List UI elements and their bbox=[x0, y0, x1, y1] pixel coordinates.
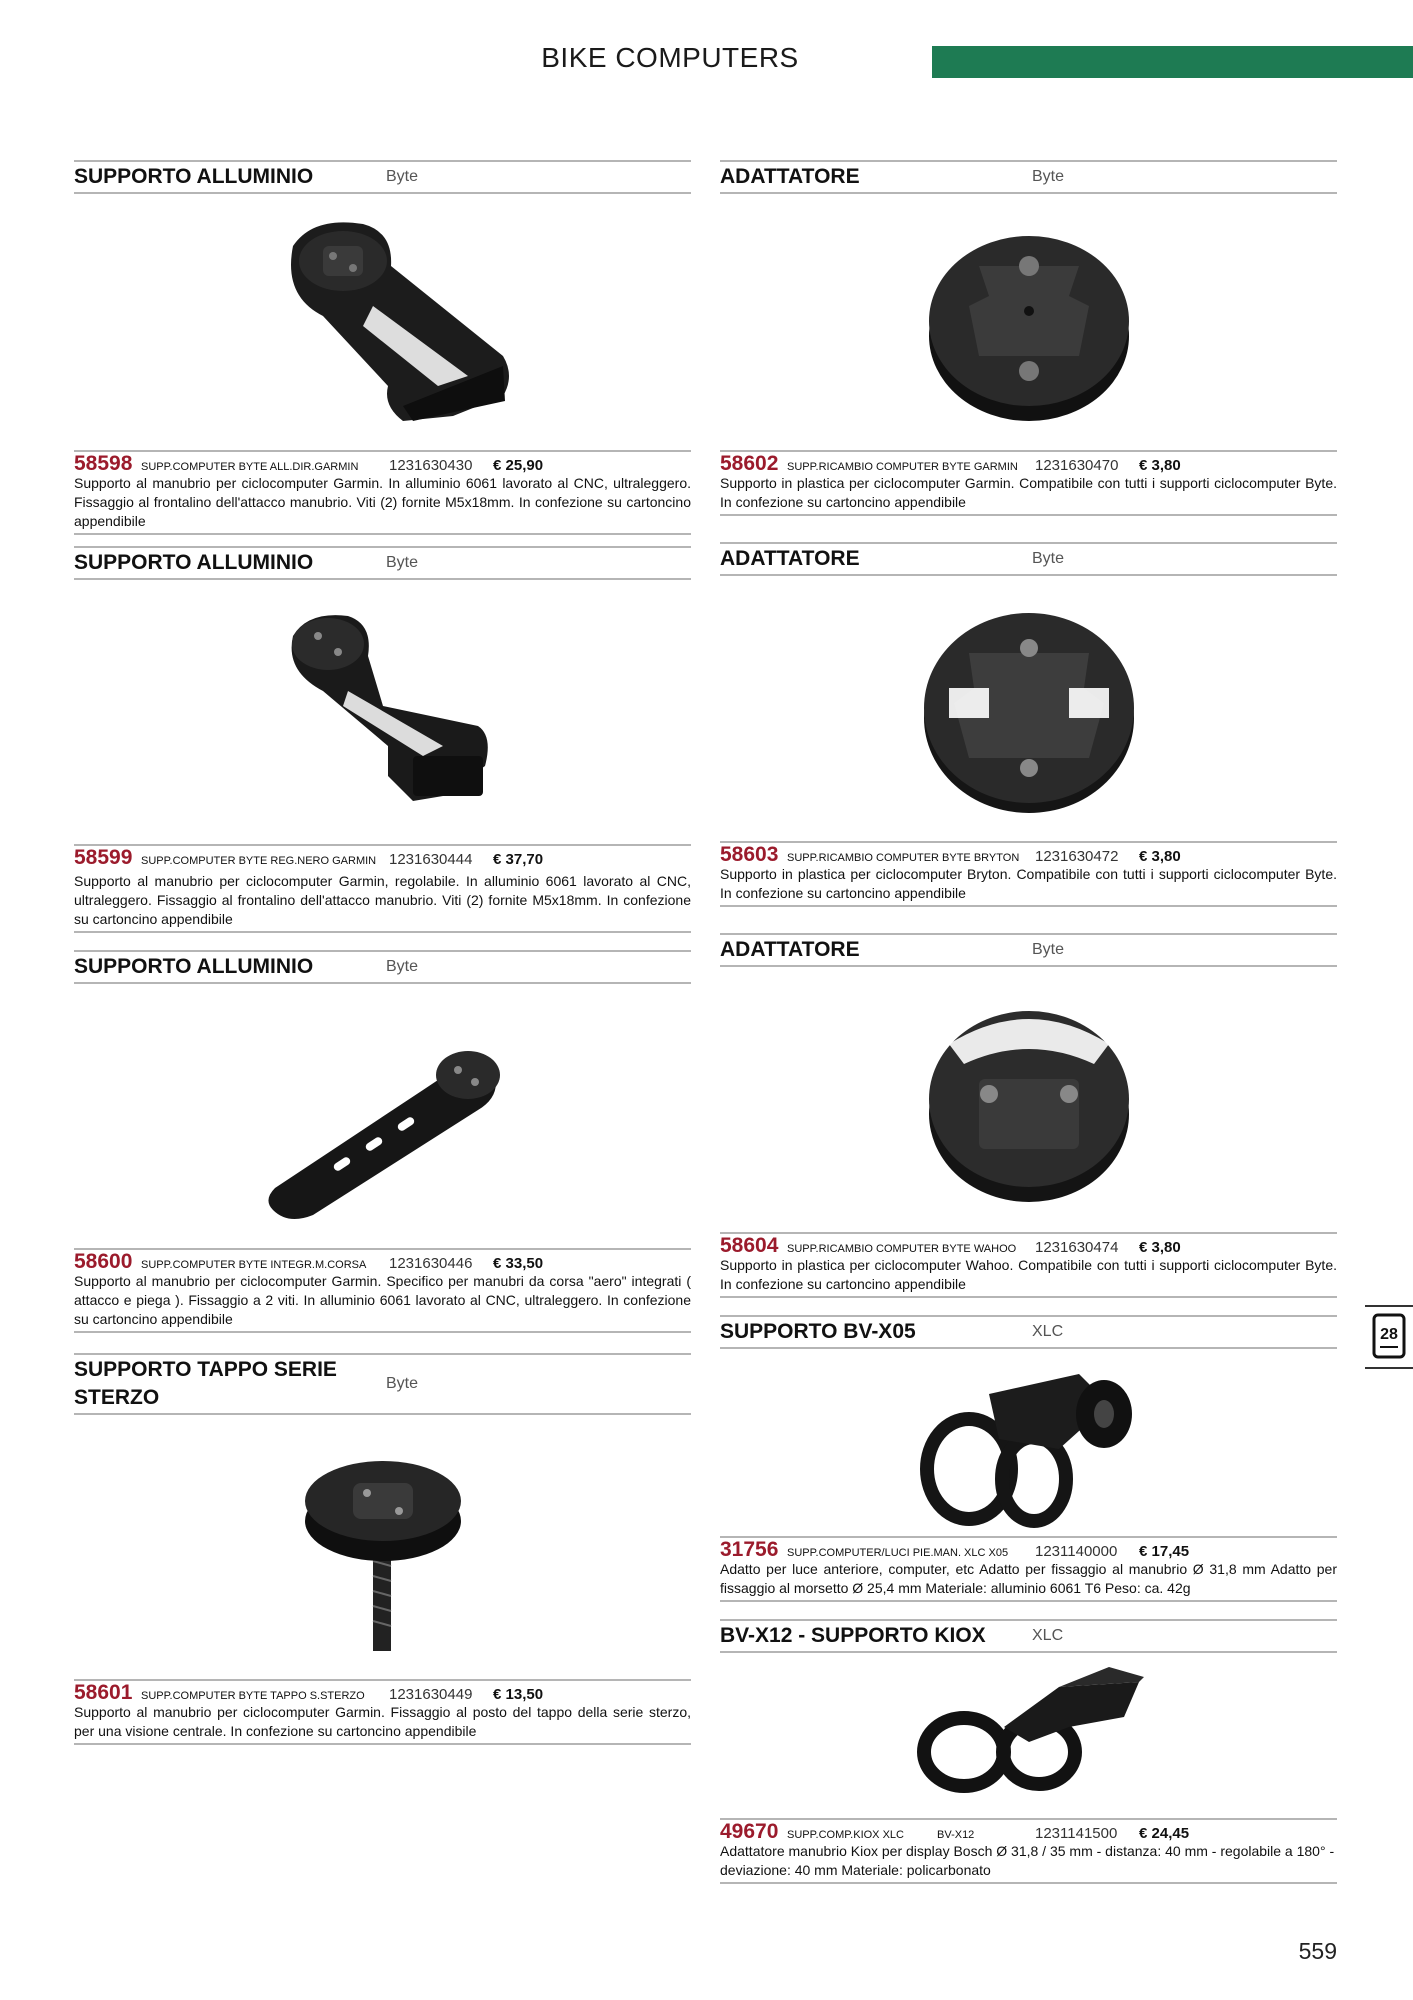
product-price: € 17,45 bbox=[1139, 1543, 1190, 1560]
header-accent-bar bbox=[932, 46, 1413, 78]
garmin-adapter-image bbox=[909, 206, 1149, 436]
product-price: € 3,80 bbox=[1139, 848, 1181, 865]
product-ref: 1231630449 bbox=[389, 1686, 473, 1703]
product-description: Supporto in plastica per ciclocomputer Garmin. Compatibile con tutti i supporti ciclocomputer Byte. In confezione su cartoncino appendibile bbox=[720, 474, 1337, 516]
aero-mount-image bbox=[253, 1000, 513, 1230]
product-code-line bbox=[720, 450, 1337, 474]
product-card bbox=[720, 160, 1337, 516]
product-brand: Byte bbox=[386, 554, 419, 571]
product-price: € 37,70 bbox=[493, 851, 544, 868]
product-code-desc-secondary: BV-X12 bbox=[937, 1829, 975, 1841]
product-header bbox=[720, 160, 1337, 194]
product-code-desc: SUPP.RICAMBIO COMPUTER BYTE BRYTON bbox=[787, 852, 1020, 864]
product-image bbox=[74, 194, 691, 448]
product-brand: Byte bbox=[386, 1375, 419, 1392]
product-brand: Byte bbox=[1032, 550, 1065, 567]
product-ref: 1231630472 bbox=[1035, 848, 1119, 865]
product-image bbox=[720, 1653, 1337, 1816]
product-price: € 13,50 bbox=[493, 1686, 544, 1703]
right-column bbox=[720, 160, 1337, 1884]
product-image bbox=[74, 1415, 691, 1677]
product-card bbox=[720, 542, 1337, 907]
product-name: SUPPORTO BV-X05 bbox=[720, 1320, 916, 1343]
product-price: € 3,80 bbox=[1139, 457, 1181, 474]
product-name: ADATTATORE bbox=[720, 165, 860, 188]
product-card bbox=[720, 933, 1337, 1298]
bryton-adapter-image bbox=[909, 593, 1149, 823]
product-code: 58600 bbox=[74, 1250, 133, 1273]
product-name: SUPPORTO TAPPO SERIE STERZO bbox=[74, 1358, 337, 1409]
product-code-line bbox=[720, 1536, 1337, 1560]
product-code-desc: SUPP.COMP.KIOX XLC bbox=[787, 1829, 904, 1841]
product-name: SUPPORTO ALLUMINIO bbox=[74, 165, 314, 188]
product-image bbox=[720, 576, 1337, 839]
product-code: 31756 bbox=[720, 1538, 779, 1561]
category-tab-label: 28 bbox=[1380, 1326, 1398, 1343]
wahoo-adapter-image bbox=[909, 984, 1149, 1214]
product-description: Supporto al manubrio per ciclocomputer Garmin. Specifico per manubri da corsa "aero" integrati ( attacco e piega ). Fissaggio a 2 viti. In alluminio 6061 lavorato al CNC, ultraleggero. In confezione su cartoncino appendibile bbox=[74, 1272, 691, 1333]
product-description: Supporto al manubrio per ciclocomputer Garmin. Fissaggio al posto del tappo della serie sterzo, per una visione centrale. In confezione su cartoncino appendibile bbox=[74, 1703, 691, 1745]
product-header bbox=[74, 950, 691, 984]
garmin-mount-image bbox=[253, 206, 513, 436]
product-code-line bbox=[720, 1232, 1337, 1256]
product-image bbox=[74, 984, 691, 1246]
product-card bbox=[74, 950, 691, 1333]
product-name: ADATTATORE bbox=[720, 547, 860, 570]
product-code-line bbox=[720, 841, 1337, 865]
product-name: ADATTATORE bbox=[720, 938, 860, 961]
bv-x05-mount-image bbox=[909, 1354, 1149, 1529]
product-price: € 33,50 bbox=[493, 1255, 544, 1272]
product-image bbox=[720, 194, 1337, 448]
product-code: 58599 bbox=[74, 846, 133, 869]
product-ref: 1231630446 bbox=[389, 1255, 473, 1272]
category-tab bbox=[1365, 1305, 1413, 1369]
product-ref: 1231630470 bbox=[1035, 457, 1119, 474]
product-name: SUPPORTO ALLUMINIO bbox=[74, 551, 314, 574]
product-code-line bbox=[74, 1679, 691, 1703]
product-image bbox=[720, 967, 1337, 1230]
page-number: 559 bbox=[1298, 1938, 1337, 1964]
product-code: 58604 bbox=[720, 1234, 779, 1257]
page-title: BIKE COMPUTERS bbox=[541, 42, 799, 73]
product-code: 58603 bbox=[720, 843, 779, 866]
product-description: Supporto al manubrio per ciclocomputer Garmin, regolabile. In alluminio 6061 lavorato al CNC, ultraleggero. Fissaggio al frontalino dell'attacco manubrio. Viti (2) fornite M5x18mm. In confezione su cartoncino appendibile bbox=[74, 872, 691, 933]
product-card bbox=[720, 1619, 1337, 1884]
product-code-desc: SUPP.RICAMBIO COMPUTER BYTE GARMIN bbox=[787, 461, 1018, 473]
product-ref: 1231140000 bbox=[1035, 1543, 1118, 1560]
product-name: SUPPORTO ALLUMINIO bbox=[74, 955, 314, 978]
product-ref: 1231630444 bbox=[389, 851, 473, 868]
product-card bbox=[720, 1315, 1337, 1602]
steerer-cap-mount-image bbox=[283, 1431, 483, 1661]
product-code-line bbox=[720, 1818, 1337, 1842]
product-ref: 1231141500 bbox=[1035, 1825, 1118, 1842]
product-header bbox=[720, 1619, 1337, 1653]
product-code: 58601 bbox=[74, 1681, 133, 1704]
kiox-mount-image bbox=[909, 1657, 1149, 1812]
product-code-line bbox=[74, 844, 691, 872]
product-name: BV-X12 - SUPPORTO KIOX bbox=[720, 1624, 986, 1647]
product-description: Adattatore manubrio Kiox per display Bosch Ø 31,8 / 35 mm - distanza: 40 mm - regolabile a 180° - deviazione: 40 mm Materiale: policarbonato bbox=[720, 1842, 1337, 1884]
product-price: € 24,45 bbox=[1139, 1825, 1190, 1842]
product-ref: 1231630430 bbox=[389, 457, 473, 474]
product-brand: Byte bbox=[386, 168, 419, 185]
product-header bbox=[720, 933, 1337, 967]
product-code-desc: SUPP.COMPUTER BYTE TAPPO S.STERZO bbox=[141, 1690, 365, 1702]
product-description: Supporto in plastica per ciclocomputer Wahoo. Compatibile con tutti i supporti ciclocomputer Byte. In confezione su cartoncino appendibile bbox=[720, 1256, 1337, 1298]
product-description: Adatto per luce anteriore, computer, etc Adatto per fissaggio al manubrio Ø 31,8 mm Adatto per fissaggio al morsetto Ø 25,4 mm Materiale: alluminio 6061 T6 Peso: ca. 42g bbox=[720, 1560, 1337, 1602]
product-price: € 25,90 bbox=[493, 457, 544, 474]
product-brand: Byte bbox=[1032, 168, 1065, 185]
left-column bbox=[74, 160, 691, 1745]
product-code-line bbox=[74, 450, 691, 474]
product-code: 58602 bbox=[720, 452, 779, 475]
product-code: 58598 bbox=[74, 452, 133, 475]
product-code-desc: SUPP.RICAMBIO COMPUTER BYTE WAHOO bbox=[787, 1243, 1017, 1255]
product-ref: 1231630474 bbox=[1035, 1239, 1119, 1256]
product-card bbox=[74, 1353, 691, 1745]
product-brand: Byte bbox=[1032, 941, 1065, 958]
product-brand: XLC bbox=[1032, 1627, 1064, 1644]
bike-computer-icon bbox=[1372, 1313, 1406, 1359]
product-card bbox=[74, 160, 691, 535]
product-brand: XLC bbox=[1032, 1323, 1064, 1340]
product-code-line bbox=[74, 1248, 691, 1272]
product-code-desc: SUPP.COMPUTER/LUCI PIE.MAN. XLC X05 bbox=[787, 1547, 1009, 1559]
product-description: Supporto in plastica per ciclocomputer Bryton. Compatibile con tutti i supporti ciclocomputer Byte. In confezione su cartoncino appendibile bbox=[720, 865, 1337, 907]
product-header bbox=[74, 546, 691, 580]
product-header bbox=[720, 1315, 1337, 1349]
product-header bbox=[720, 542, 1337, 576]
product-code-desc: SUPP.COMPUTER BYTE REG.NERO GARMIN bbox=[141, 855, 377, 867]
product-description: Supporto al manubrio per ciclocomputer Garmin. In alluminio 6061 lavorato al CNC, ultraleggero. Fissaggio al frontalino dell'attacco manubrio. Viti (2) fornite M5x18mm. In confezione su cartoncino appendibile bbox=[74, 474, 691, 535]
product-code: 49670 bbox=[720, 1820, 779, 1843]
product-price: € 3,80 bbox=[1139, 1239, 1181, 1256]
product-image bbox=[74, 580, 691, 842]
product-header bbox=[74, 1353, 691, 1415]
adjustable-mount-image bbox=[263, 596, 503, 826]
product-card bbox=[74, 546, 691, 933]
product-code-desc: SUPP.COMPUTER BYTE INTEGR.M.CORSA bbox=[141, 1259, 367, 1271]
product-image bbox=[720, 1349, 1337, 1534]
product-brand: Byte bbox=[386, 958, 419, 975]
product-code-desc: SUPP.COMPUTER BYTE ALL.DIR.GARMIN bbox=[141, 461, 359, 473]
product-header bbox=[74, 160, 691, 194]
